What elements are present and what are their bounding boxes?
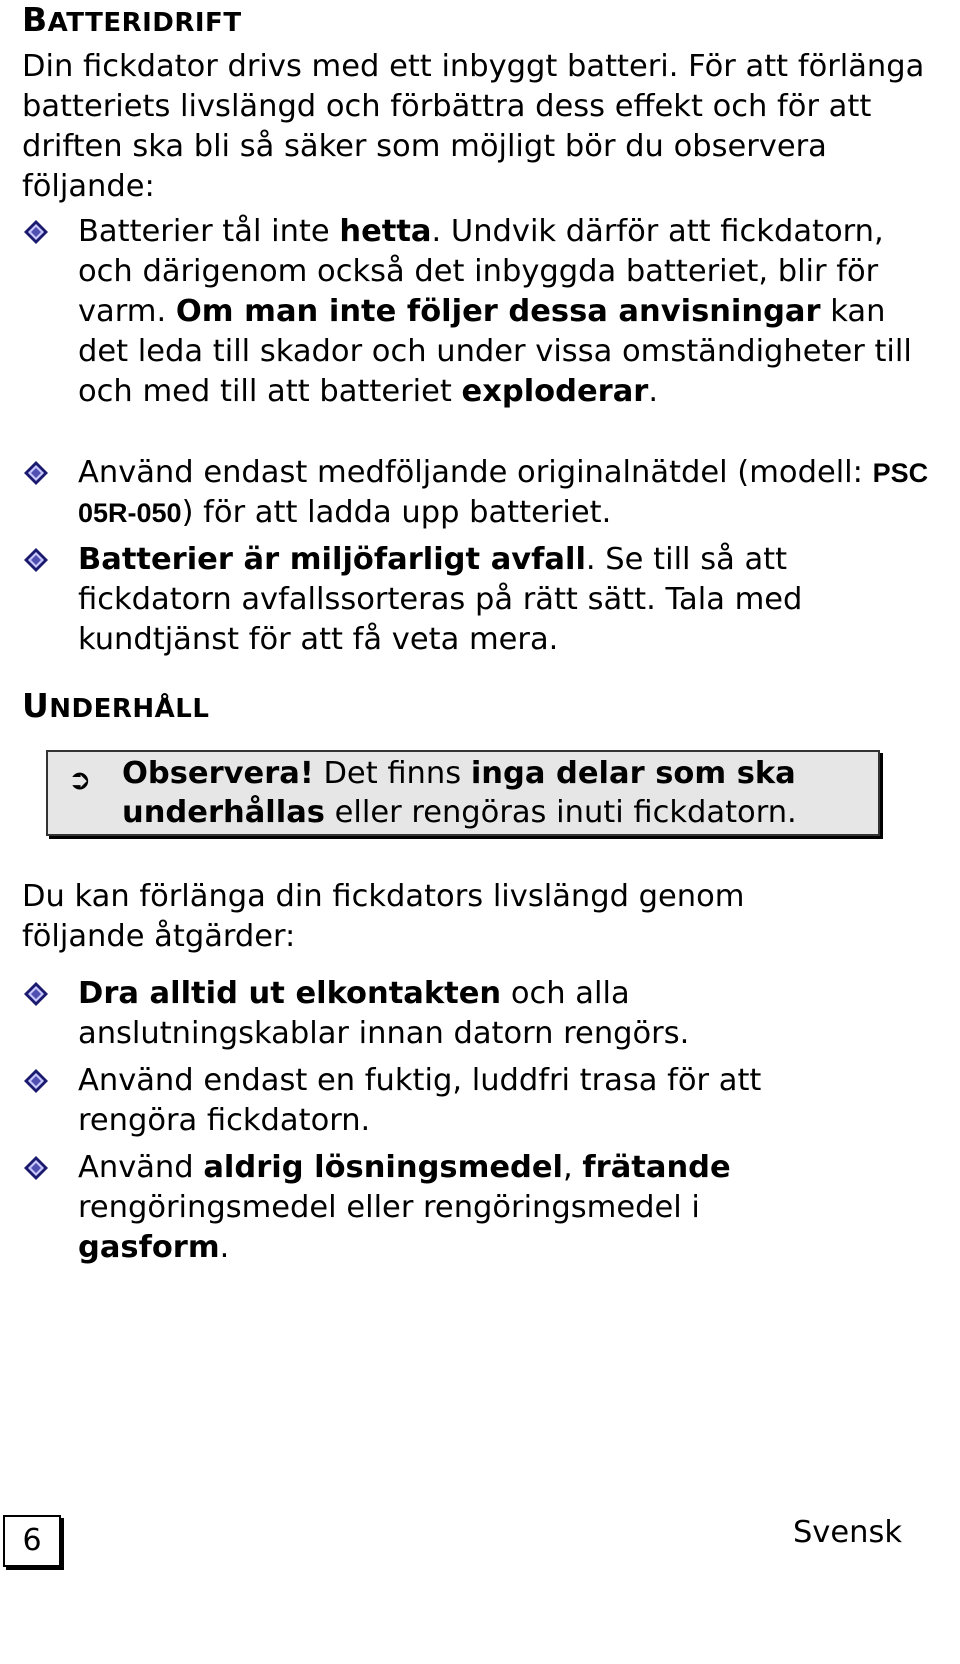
note-text: Observera! Det finns inga delar som ska underhållas eller rengöras inuti fickdatorn. [122,756,797,830]
section-heading-battery [22,0,242,39]
diamond-bullet-icon [22,546,50,574]
heading-initial: B [22,0,48,39]
diamond-bullet-icon [22,459,50,487]
language-label: Svensk [792,1515,902,1550]
diamond-bullet-icon [22,218,50,246]
arrow-icon: ➲ [68,763,92,796]
heading-rest: NDERHÅLL [49,694,210,724]
heading-initial: U [22,686,50,725]
section-heading-maintenance [22,686,209,725]
list-item-text: Använd endast en fuktig, luddfri trasa för att rengöra fickdatorn. [78,1063,762,1138]
battery-intro: Din fickdator drivs med ett inbyggt batteri. För att förlänga batteriets livslängd och förbättra dess effekt och för att driften ska bli så säker som möjligt bör du observera följande: [22,49,925,204]
list-item-text: Batterier är miljöfarligt avfall. Se till så att fickdatorn avfallssorteras på rätt sätt. Tala med kundtjänst för att få veta mera. [78,542,803,657]
list-item-text: Dra alltid ut elkontakten och alla anslutningskablar innan datorn rengörs. [78,976,690,1051]
diamond-bullet-icon [22,980,50,1008]
note-box [46,750,880,836]
diamond-bullet-icon [22,1067,50,1095]
model-number: PSC 05R-050 [78,458,929,528]
diamond-bullet-icon [22,1154,50,1182]
page-number: 6 [3,1515,61,1567]
maintenance-intro: Du kan förlänga din fickdators livslängd genom följande åtgärder: [22,879,745,954]
list-item-text: Använd aldrig lösningsmedel, frätande rengöringsmedel eller rengöringsmedel i gasform. [78,1150,731,1265]
heading-rest: ATTERIDRIFT [47,8,242,38]
list-item-text: Använd endast medföljande originalnätdel (modell: PSC 05R-050) för att ladda upp batteriet. [78,455,929,530]
list-item-text: Batterier tål inte hetta. Undvik därför att fickdatorn, och därigenom också det inbyggda batteriet, blir för varm. Om man inte följer dessa anvisningar kan det leda till skador och under vissa omständigheter till och med till att batteriet exploderar. [78,214,912,409]
